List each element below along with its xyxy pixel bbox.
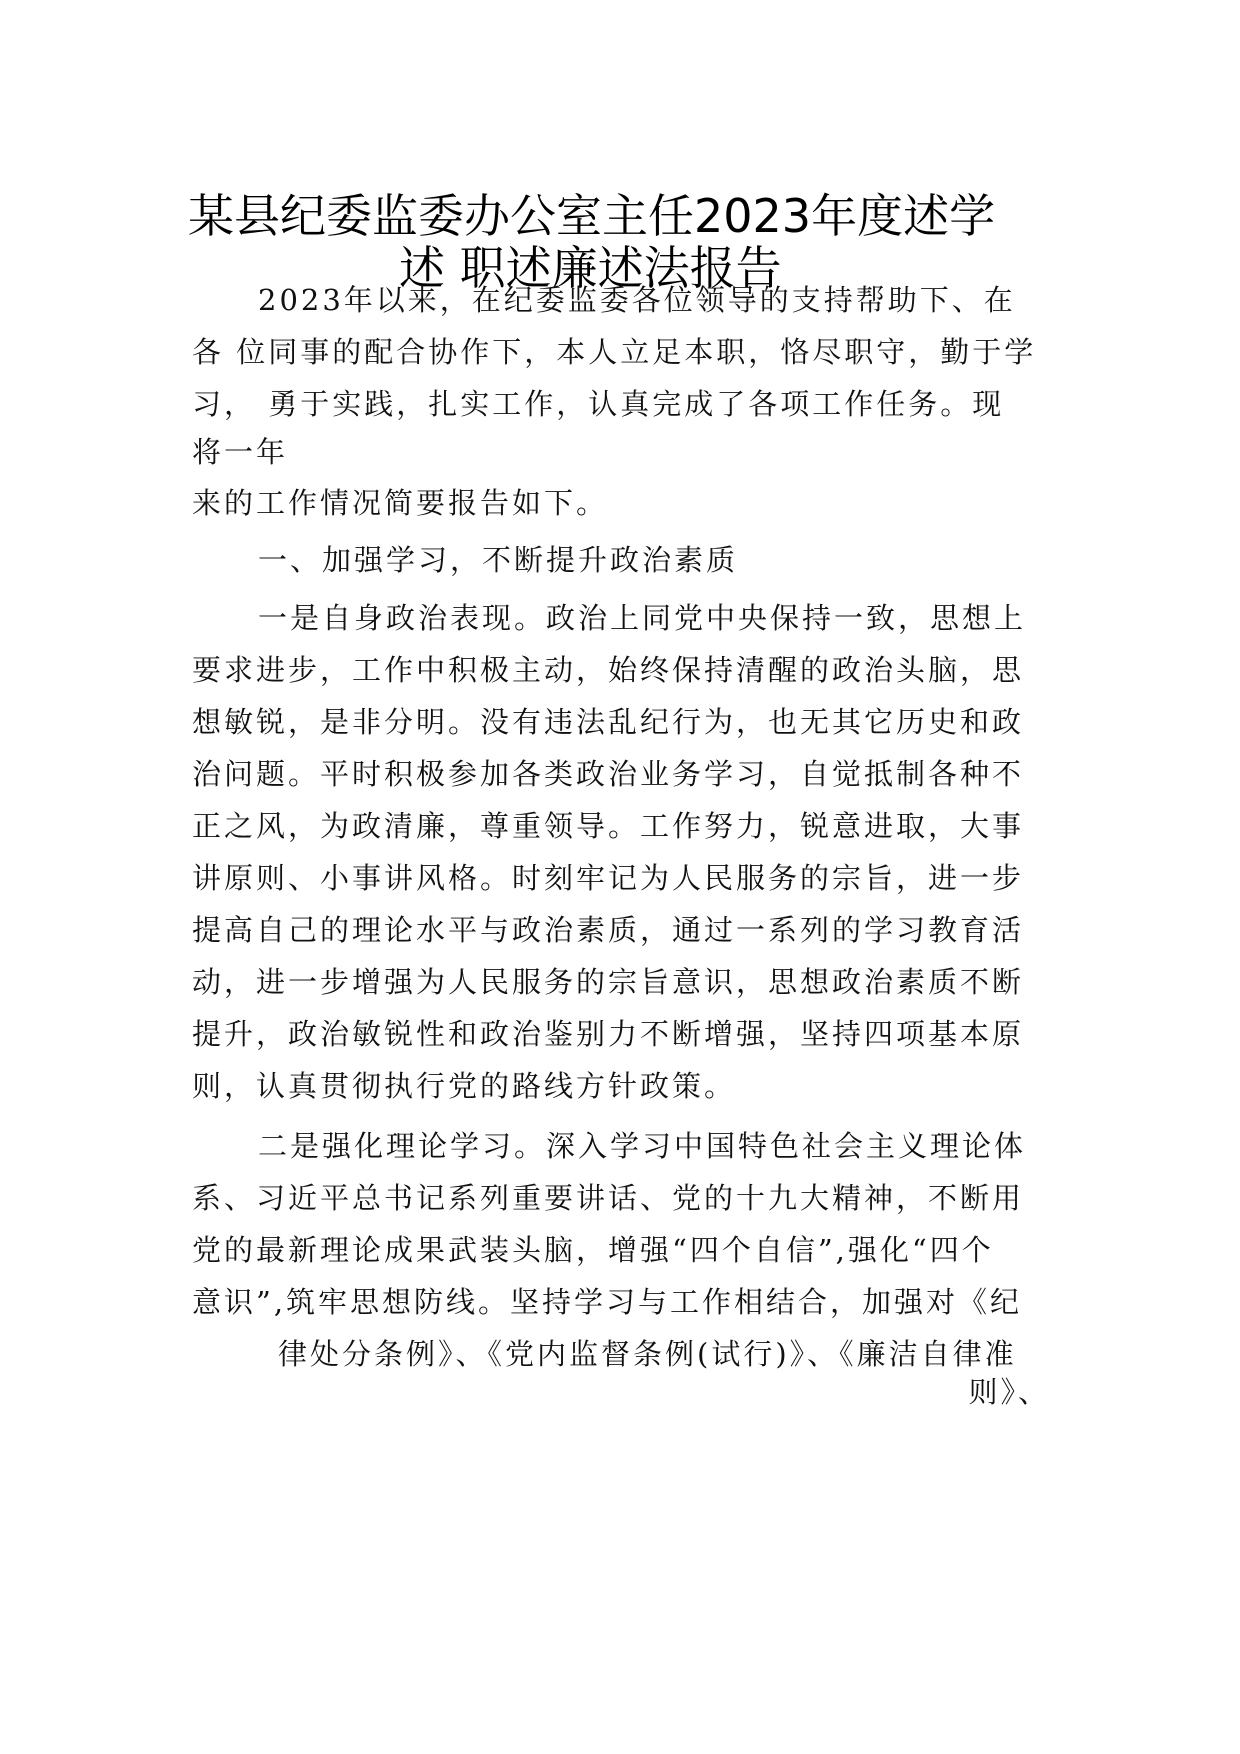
body-line-3: 习， 勇于实践，扎实工作，认真完成了各项工作任务。现 xyxy=(192,387,1005,421)
body-line-11: 正之风，为政清廉，尊重领导。工作努力，锐意进取，大事 xyxy=(192,809,1025,843)
body-line-8: 要求进步，工作中积极主动，始终保持清醒的政治头脑，思 xyxy=(192,653,1025,687)
body-line-16: 则，认真贯彻执行党的路线方针政策。 xyxy=(192,1069,737,1103)
document-title-line-1: 某县纪委监委办公室主任2023年度述学 xyxy=(188,189,996,243)
body-line-12: 讲原则、小事讲风格。时刻牢记为人民服务的宗旨，进一步 xyxy=(192,861,1025,895)
body-line-4: 将一年 xyxy=(192,435,289,469)
body-line-22: 则》、 xyxy=(968,1375,1050,1409)
body-line-17: 二是强化理论学习。深入学习中国特色社会主义理论体 xyxy=(258,1129,1027,1163)
body-line-14: 动，进一步增强为人民服务的宗旨意识，思想政治素质不断 xyxy=(192,965,1025,999)
body-line-9: 想敏锐，是非分明。没有违法乱纪行为，也无其它历史和政 xyxy=(192,705,1025,739)
body-line-10: 治问题。平时积极参加各类政治业务学习，自觉抵制各种不 xyxy=(192,757,1025,791)
body-line-20: 意识”,筑牢思想防线。坚持学习与工作相结合，加强对《纪 xyxy=(192,1285,1023,1319)
body-line-19: 党的最新理论成果武装头脑，增强“四个自信”,强化“四个 xyxy=(192,1233,994,1267)
body-line-7: 一是自身政治表现。政治上同党中央保持一致，思想上 xyxy=(258,601,1027,635)
body-line-13: 提高自己的理论水平与政治素质，通过一系列的学习教育活 xyxy=(192,913,1025,947)
body-line-2: 各 位同事的配合协作下，本人立足本职，恪尽职守，勤于学 xyxy=(192,335,1037,369)
document-title-line-2: 述 职述廉述法报告 xyxy=(399,241,782,295)
body-line-18: 系、习近平总书记系列重要讲话、党的十九大精神，不断用 xyxy=(192,1181,1025,1215)
body-line-15: 提升，政治敏锐性和政治鉴别力不断增强，坚持四项基本原 xyxy=(192,1017,1025,1051)
body-line-5: 来的工作情况简要报告如下。 xyxy=(192,486,609,520)
section-heading-1: 一、加强学习，不断提升政治素质 xyxy=(258,543,739,577)
body-line-1: 2023年以来，在纪委监委各位领导的支持帮助下、在 xyxy=(258,283,1016,317)
body-line-21: 律处分条例》、《党内监督条例(试行)》、《廉洁自律准 xyxy=(278,1337,1017,1371)
